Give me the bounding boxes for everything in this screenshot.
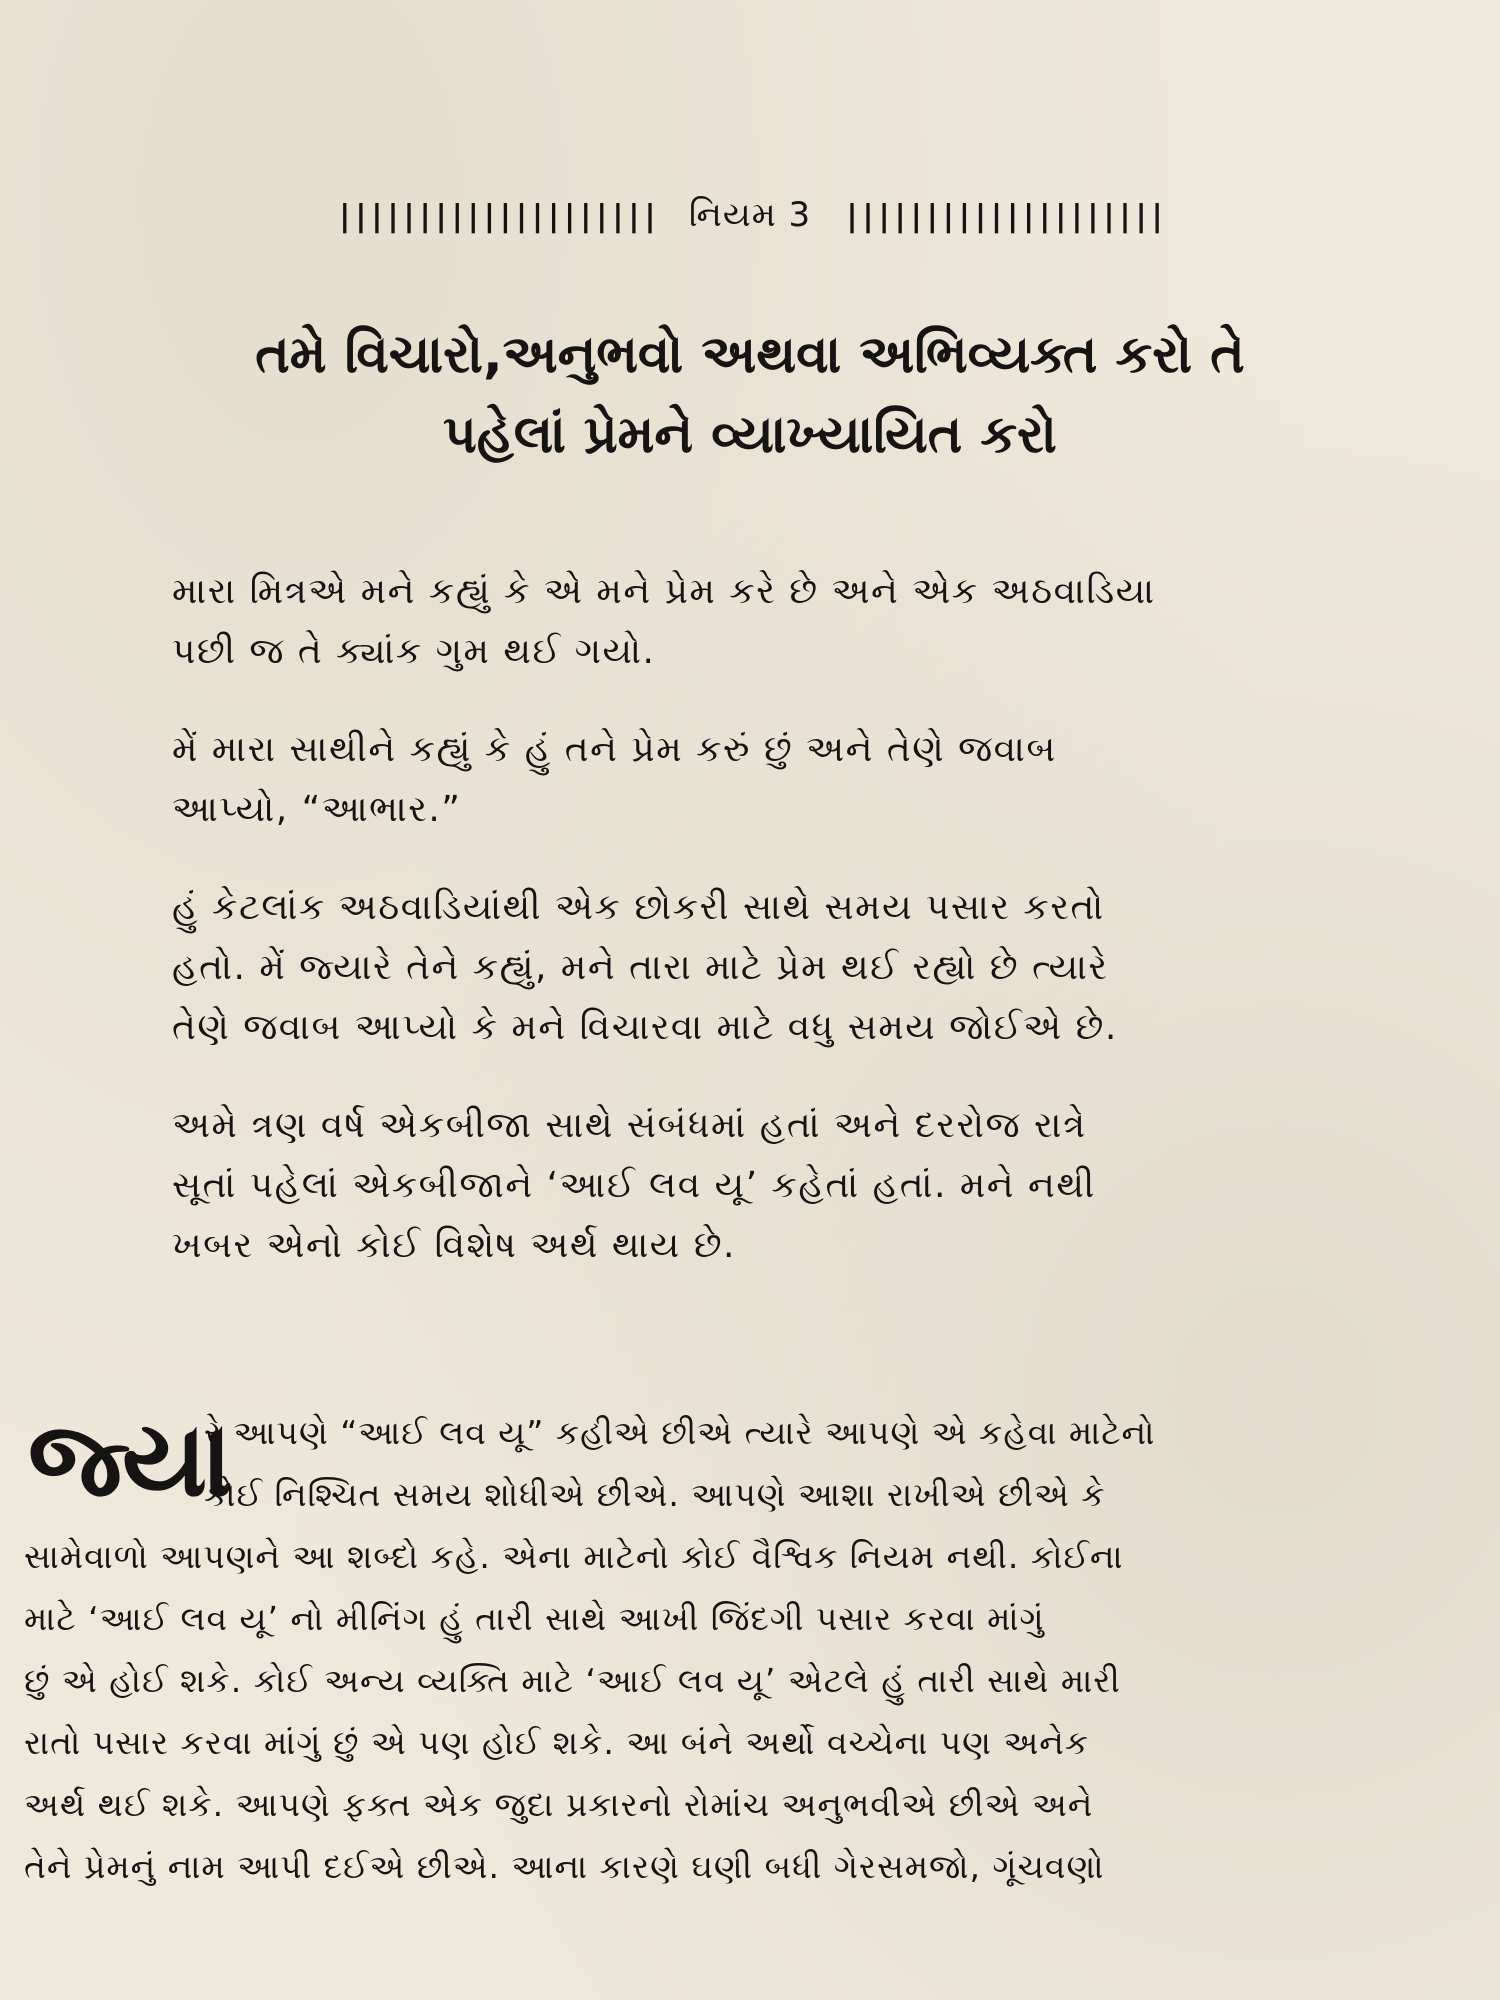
quote-line: હતો. મેં જ્યારે તેને કહ્યું, મને તારા માટે પ્રેમ થઈ રહ્યો છે ત્યારે [172, 947, 1109, 988]
paragraph-text [24, 1402, 1480, 1898]
heading-ornament-left: |||||||||||||||||||| [335, 199, 658, 234]
paragraph-line: છું એ હોઈ શકે. કોઈ અન્ય વ્યક્તિ માટે ‘આઈ લવ યૂ’ એટલે હું તારી સાથે મારી [24, 1661, 1121, 1700]
paragraph-line: કોઈ નિશ્ચિત સમય શોધીએ છીએ. આપણે આશા રાખીએ છીએ કે [204, 1475, 1106, 1514]
body-paragraph [24, 1398, 1480, 1898]
testimonial-quote [172, 720, 1352, 840]
paragraph-line: રાતો પસાર કરવા માંગું છું એ પણ હોઈ શકે. આ બંને અર્થો વચ્ચેના પણ અનેક [24, 1723, 1090, 1762]
chapter-title [60, 315, 1440, 475]
quote-line: મેં મારા સાથીને કહ્યું કે હું તને પ્રેમ કરું છું અને તેણે જવાબ [172, 729, 1057, 770]
quote-line: સૂતાં પહેલાં એકબીજાને ‘આઈ લવ યૂ’ કહેતાં હતાં. મને નથી [172, 1165, 1096, 1206]
testimonial-quotes [172, 562, 1352, 1314]
quote-line: અમે ત્રણ વર્ષ એકબીજા સાથે સંબંધમાં હતાં અને દરરોજ રાત્રે [172, 1105, 1087, 1146]
paragraph-line: તેને પ્રેમનું નામ આપી દઈએ છીએ. આના કારણે ઘણી બધી ગેરસમજો, ગૂંચવણો [24, 1847, 1105, 1886]
quote-line: હું કેટલાંક અઠવાડિયાંથી એક છોકરી સાથે સમય પસાર કરતો [172, 887, 1105, 928]
quote-line: મારા મિત્રએ મને કહ્યું કે એ મને પ્રેમ કરે છે અને એક અઠવાડિયા [172, 571, 1156, 612]
testimonial-quote [172, 878, 1352, 1058]
quote-line: આપ્યો, “આભાર.” [172, 789, 462, 830]
paragraph-line: અર્થ થઈ શકે. આપણે ફક્ત એક જુદા પ્રકારનો રોમાંચ અનુભવીએ છીએ અને [24, 1785, 1094, 1824]
paragraph-line: રે આપણે “આઈ લવ યૂ” કહીએ છીએ ત્યારે આપણે એ કહેવા માટેનો [204, 1413, 1156, 1452]
chapter-title-line: તમે વિચારો,અનુભવો અથવા અભિવ્યક્ત કરો તે [255, 325, 1245, 385]
heading-ornament-right: |||||||||||||||||||| [842, 199, 1165, 234]
testimonial-quote [172, 1096, 1352, 1276]
chapter-heading [0, 195, 1500, 235]
chapter-title-line: પહેલાં પ્રેમને વ્યાખ્યાયિત કરો [443, 405, 1057, 465]
quote-line: પછી જ તે ક્યાંક ગુમ થઈ ગયો. [172, 631, 656, 672]
paragraph-line: માટે ‘આઈ લવ યૂ’ નો મીનિંગ હું તારી સાથે આખી જિંદગી પસાર કરવા માંગું [24, 1599, 1045, 1638]
quote-line: ખબર એનો કોઈ વિશેષ અર્થ થાય છે. [172, 1225, 737, 1266]
drop-cap: જ્યા [28, 1398, 233, 1520]
testimonial-quote [172, 562, 1352, 682]
chapter-label: નિયમ 3 [688, 195, 812, 235]
paragraph-line: સામેવાળો આપણને આ શબ્દો કહે. એના માટેનો કોઈ વૈશ્વિક નિયમ નથી. કોઈના [24, 1537, 1124, 1576]
quote-line: તેણે જવાબ આપ્યો કે મને વિચારવા માટે વધુ સમય જોઈએ છે. [172, 1007, 1118, 1048]
